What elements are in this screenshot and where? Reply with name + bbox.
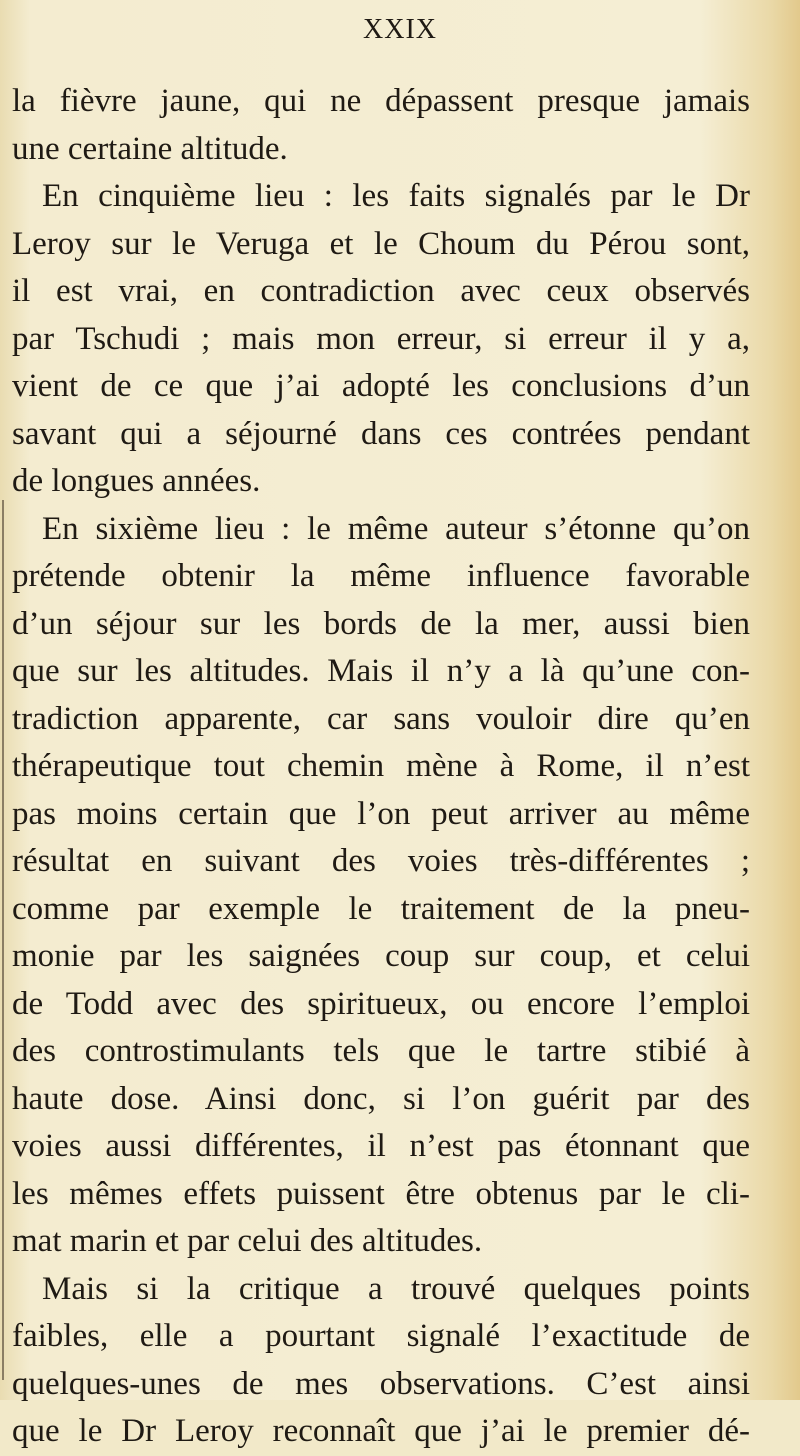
text-line: quelques-unes de mes observations. C’est ainsi	[12, 1365, 750, 1402]
text-line: que le Dr Leroy reconnaît que j’ai le premier dé-	[12, 1413, 750, 1449]
text-line: de Todd avec des spiritueux, ou encore l’emploi	[12, 985, 750, 1022]
text-line: Mais si la critique a trouvé quelques points	[42, 1270, 750, 1307]
text-line: prétende obtenir la même influence favorable	[12, 558, 750, 594]
text-line: mat marin et par celui des altitudes.	[12, 1223, 483, 1259]
text-line: En sixième lieu : le même auteur s’étonne qu’on	[42, 510, 750, 547]
margin-rule	[2, 500, 4, 1380]
text-line: vient de ce que j’ai adopté les conclusions d’un	[12, 368, 750, 404]
text-line: thérapeutique tout chemin mène à Rome, il n’est	[12, 748, 750, 784]
text-line: voies aussi différentes, il n’est pas étonnant que	[12, 1128, 750, 1164]
text-line: pas moins certain que l’on peut arriver au même	[12, 795, 750, 832]
text-line: que sur les altitudes. Mais il n’y a là qu’une con-	[12, 653, 750, 689]
text-line: tradiction apparente, car sans vouloir dire qu’en	[12, 700, 750, 737]
text-line: résultat en suivant des voies très-différentes ;	[12, 843, 750, 879]
text-line: haute dose. Ainsi donc, si l’on guérit par des	[12, 1080, 750, 1117]
text-line: d’un séjour sur les bords de la mer, aussi bien	[12, 605, 750, 642]
text-line: comme par exemple le traitement de la pneu-	[12, 890, 750, 927]
body-text	[12, 78, 750, 1456]
text-line: les mêmes effets puissent être obtenus par le cli-	[12, 1175, 750, 1212]
text-line: une certaine altitude.	[12, 130, 288, 167]
text-line: Leroy sur le Veruga et le Choum du Pérou sont,	[12, 225, 750, 262]
text-line: de longues années.	[12, 463, 261, 499]
text-line: faibles, elle a pourtant signalé l’exactitude de	[12, 1318, 750, 1354]
text-line: par Tschudi ; mais mon erreur, si erreur il y a,	[12, 320, 750, 357]
text-line: En cinquième lieu : les faits signalés par le Dr	[42, 178, 750, 214]
text-line: la fièvre jaune, qui ne dépassent presque jamais	[12, 83, 750, 119]
text-line: savant qui a séjourné dans ces contrées pendant	[12, 415, 750, 452]
page-number: XXIX	[363, 14, 437, 45]
text-line: il est vrai, en contradiction avec ceux observés	[12, 273, 750, 309]
text-line: des controstimulants tels que le tartre stibié à	[12, 1033, 750, 1069]
text-line: monie par les saignées coup sur coup, et celui	[12, 938, 750, 974]
